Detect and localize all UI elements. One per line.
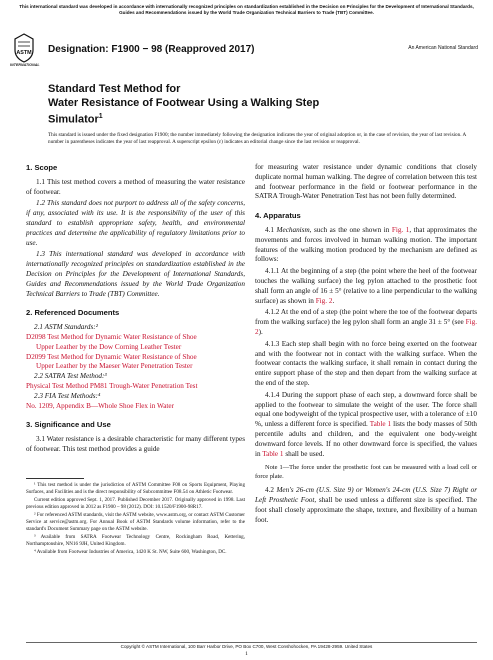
section-3-heading: 3. Significance and Use xyxy=(26,420,111,430)
logo-caption: INTERNATIONAL xyxy=(10,63,40,67)
note-1: Note 1—The force under the prosthetic foot can be measured with a load cell or force plate. xyxy=(255,464,477,480)
title-line-2: Water Resistance of Footwear Using a Walking Step xyxy=(48,96,320,109)
para-3-1: 3.1 Water resistance is a desirable characteristic for many different types of footwear. This test method provides a guide xyxy=(26,435,245,453)
ref-d2099-link[interactable]: D2099 Test Method for Dynamic Water Resistance of Shoe Upper Leather by the Maeser Water Penetration Tester xyxy=(26,352,197,371)
fig-2-link[interactable]: Fig. 2 xyxy=(315,296,333,305)
ref-pm81-link[interactable]: Physical Test Method PM81 Trough-Water Penetration Test xyxy=(26,381,198,390)
footnote-4: ⁴ Available from Footwear Industries of America, 1420 K St. NW, Suite 600, Washington, DC. xyxy=(34,549,227,556)
section-2-heading: 2. Referenced Documents xyxy=(26,308,120,318)
copyright-footer: Copyright © ASTM International, 100 Barr Harbor Drive, PO Box C700, West Conshohocken, PA 19428-2959. United States xyxy=(120,644,373,649)
footnote-2: ² For referenced ASTM standards, visit the ASTM website, www.astm.org, or contact ASTM Customer Service at service@astm.org. For Annual Book of ASTM Standards volume information, refer to the standard's Document Summary page on the ASTM website. xyxy=(26,512,245,532)
table-1-link[interactable]: Table 1 xyxy=(262,449,284,458)
section-1-heading: 1. Scope xyxy=(26,163,58,172)
para-4-1: 4.1 Mechanism, such as the one shown in Fig. 1, that approximates the movements and forces involved in human walking motion. The important features of the walking motion produced by the mechanism are defined as follows: xyxy=(255,225,478,264)
ref-d2098-link[interactable]: D2098 Test Method for Dynamic Water Resistance of Shoe Upper Leather by the Dow Corning Leather Tester xyxy=(26,332,197,351)
fig-2-link[interactable]: Fig. 2 xyxy=(255,318,477,336)
footnote-divider xyxy=(26,478,84,479)
page-number: 1 xyxy=(245,651,248,657)
title-line-3: Simulator$^1$ xyxy=(48,113,103,126)
tbt-notice: This international standard was developed in accordance with internationally recognized principles on standardization established in the Decision on Principles for the Development of International Standards, Guides and Recommendations issued by the World Trade Organization Technical Barriers to Trade (TBT) Committee. xyxy=(19,4,474,15)
footer-rule xyxy=(26,642,477,643)
right-column xyxy=(255,163,477,527)
footnote-1b: Current edition approved Sept. 1, 2017. Published December 2017. Originally approved in 1998. Last previous edition approved in 2012 as F1900 – 98 (2012). DOI: 10.1520/F1900-98R17. xyxy=(26,497,245,510)
para-4-1-4: 4.1.4 During the support phase of each step, a downward force shall be applied to the footwear to simulate the weight of the user. The force shall equal one bodyweight of the typical prospective user, with a tolerance of ±10 %, unless a different force is specified. Table 1 lists the body masses of 50th percentile adults and children, and the equivalent one body-weight downward force levels. If no other downward force is specified, the values in Table 1 shall be used. xyxy=(255,390,477,458)
para-4-1-3: 4.1.3 Each step shall begin with no force being exerted on the footwear and with the footwear not in contact with the walking surface. When the footwear contacts the walking surface, it shall remain in contact during the entire support phase of the step and then depart from the walking surface at the end of the step. xyxy=(255,339,477,387)
svg-text:ASTM: ASTM xyxy=(16,50,32,56)
para-3-1-cont: for measuring water resistance under dynamic conditions that closely duplicate normal human walking. The degree of correlation between this test and footwear performance in the field or footwear performance in the SATRA Trough-Water Penetration Test has not been fully determined. xyxy=(255,163,477,201)
table-1-link[interactable]: Table 1 xyxy=(369,420,392,429)
footnote-3: ³ Available from SATRA Footwear Technology Centre, Rockingham Road, Kettering, Northamptonshire, NN16 9JH, United Kingdom. xyxy=(26,534,245,547)
ref-satra: 2.2 SATRA Test Method:³ xyxy=(34,372,107,381)
left-column xyxy=(26,163,245,457)
astm-logo-icon xyxy=(14,33,34,63)
para-4-1-2: 4.1.2 At the end of a step (the point where the toe of the footwear departs from the walking surface) the leg pylon shall form an angle 31 ± 5° (see Fig. 2). xyxy=(255,308,477,336)
para-1-1: 1.1 This test method covers a method of measuring the water resistance of footwear. xyxy=(26,177,245,196)
issued-note: This standard is issued under the fixed designation F1900; the number immediately following the designation indicates the year of original adoption or, in the case of revision, the year of last revision. A number in parentheses indicates the year of last reapproval. A superscript epsilon (ε) indicates an editorial change since the last revision or reapproval. xyxy=(48,132,467,145)
title-line-1: Standard Test Method for xyxy=(48,83,181,95)
ref-no1209-link[interactable]: No. 1209, Appendix B—Whole Shoe Flex in Water xyxy=(26,401,175,410)
fig-1-link[interactable]: Fig. 1 xyxy=(391,225,410,234)
title-footnote-ref[interactable]: 1 xyxy=(98,113,103,120)
para-1-2: 1.2 This standard does not purport to address all of the safety concerns, if any, associated with its use. It is the responsibility of the user of this standard to establish appropriate safety, health, and environmental practices and determine the applicability of regulatory limitations prior to use. xyxy=(26,199,245,247)
designation: Designation: F1900 − 98 (Reapproved 2017) xyxy=(48,44,255,55)
ref-fia: 2.3 FIA Test Methods:⁴ xyxy=(34,391,101,400)
para-4-1-1: 4.1.1 At the beginning of a step (the point where the heel of the footwear touches the walking surface) the leg pylon attached to the prosthetic foot shall form an angle of 16 ± 5° (relative to a line perpendicular to the walking surface) as shown in Fig. 2. xyxy=(255,267,477,305)
para-4-2: 4.2 Men's 26-cm (U.S. Size 9) or Women's 24-cm (U.S. Size 7) Right or Left Prosthetic Foot, shall be used unless a different size is specified. The foot shall closely approximate the shape, texture, and flexibility of a human foot. xyxy=(255,486,478,524)
document-title xyxy=(48,83,319,127)
ref-astm-standards: 2.1 ASTM Standards:² xyxy=(34,323,98,332)
section-4-heading: 4. Apparatus xyxy=(255,211,301,221)
footnote-1: ¹ This test method is under the jurisdiction of ASTM Committee F08 on Sports Equipment, Playing Surfaces, and Facilities and is the direct responsibility of Subcommittee F08.54 on Athletic Footwear. xyxy=(26,482,245,495)
para-1-3: 1.3 This international standard was developed in accordance with internationally recognized principles on standardization established in the Decision on Principles for the Development of International Standards, Guides and Recommendations issued by the World Trade Organization Technical Barriers to Trade (TBT) Committee. xyxy=(26,250,245,298)
footnotes xyxy=(26,482,245,558)
ans-label: An American National Standard xyxy=(408,45,478,51)
